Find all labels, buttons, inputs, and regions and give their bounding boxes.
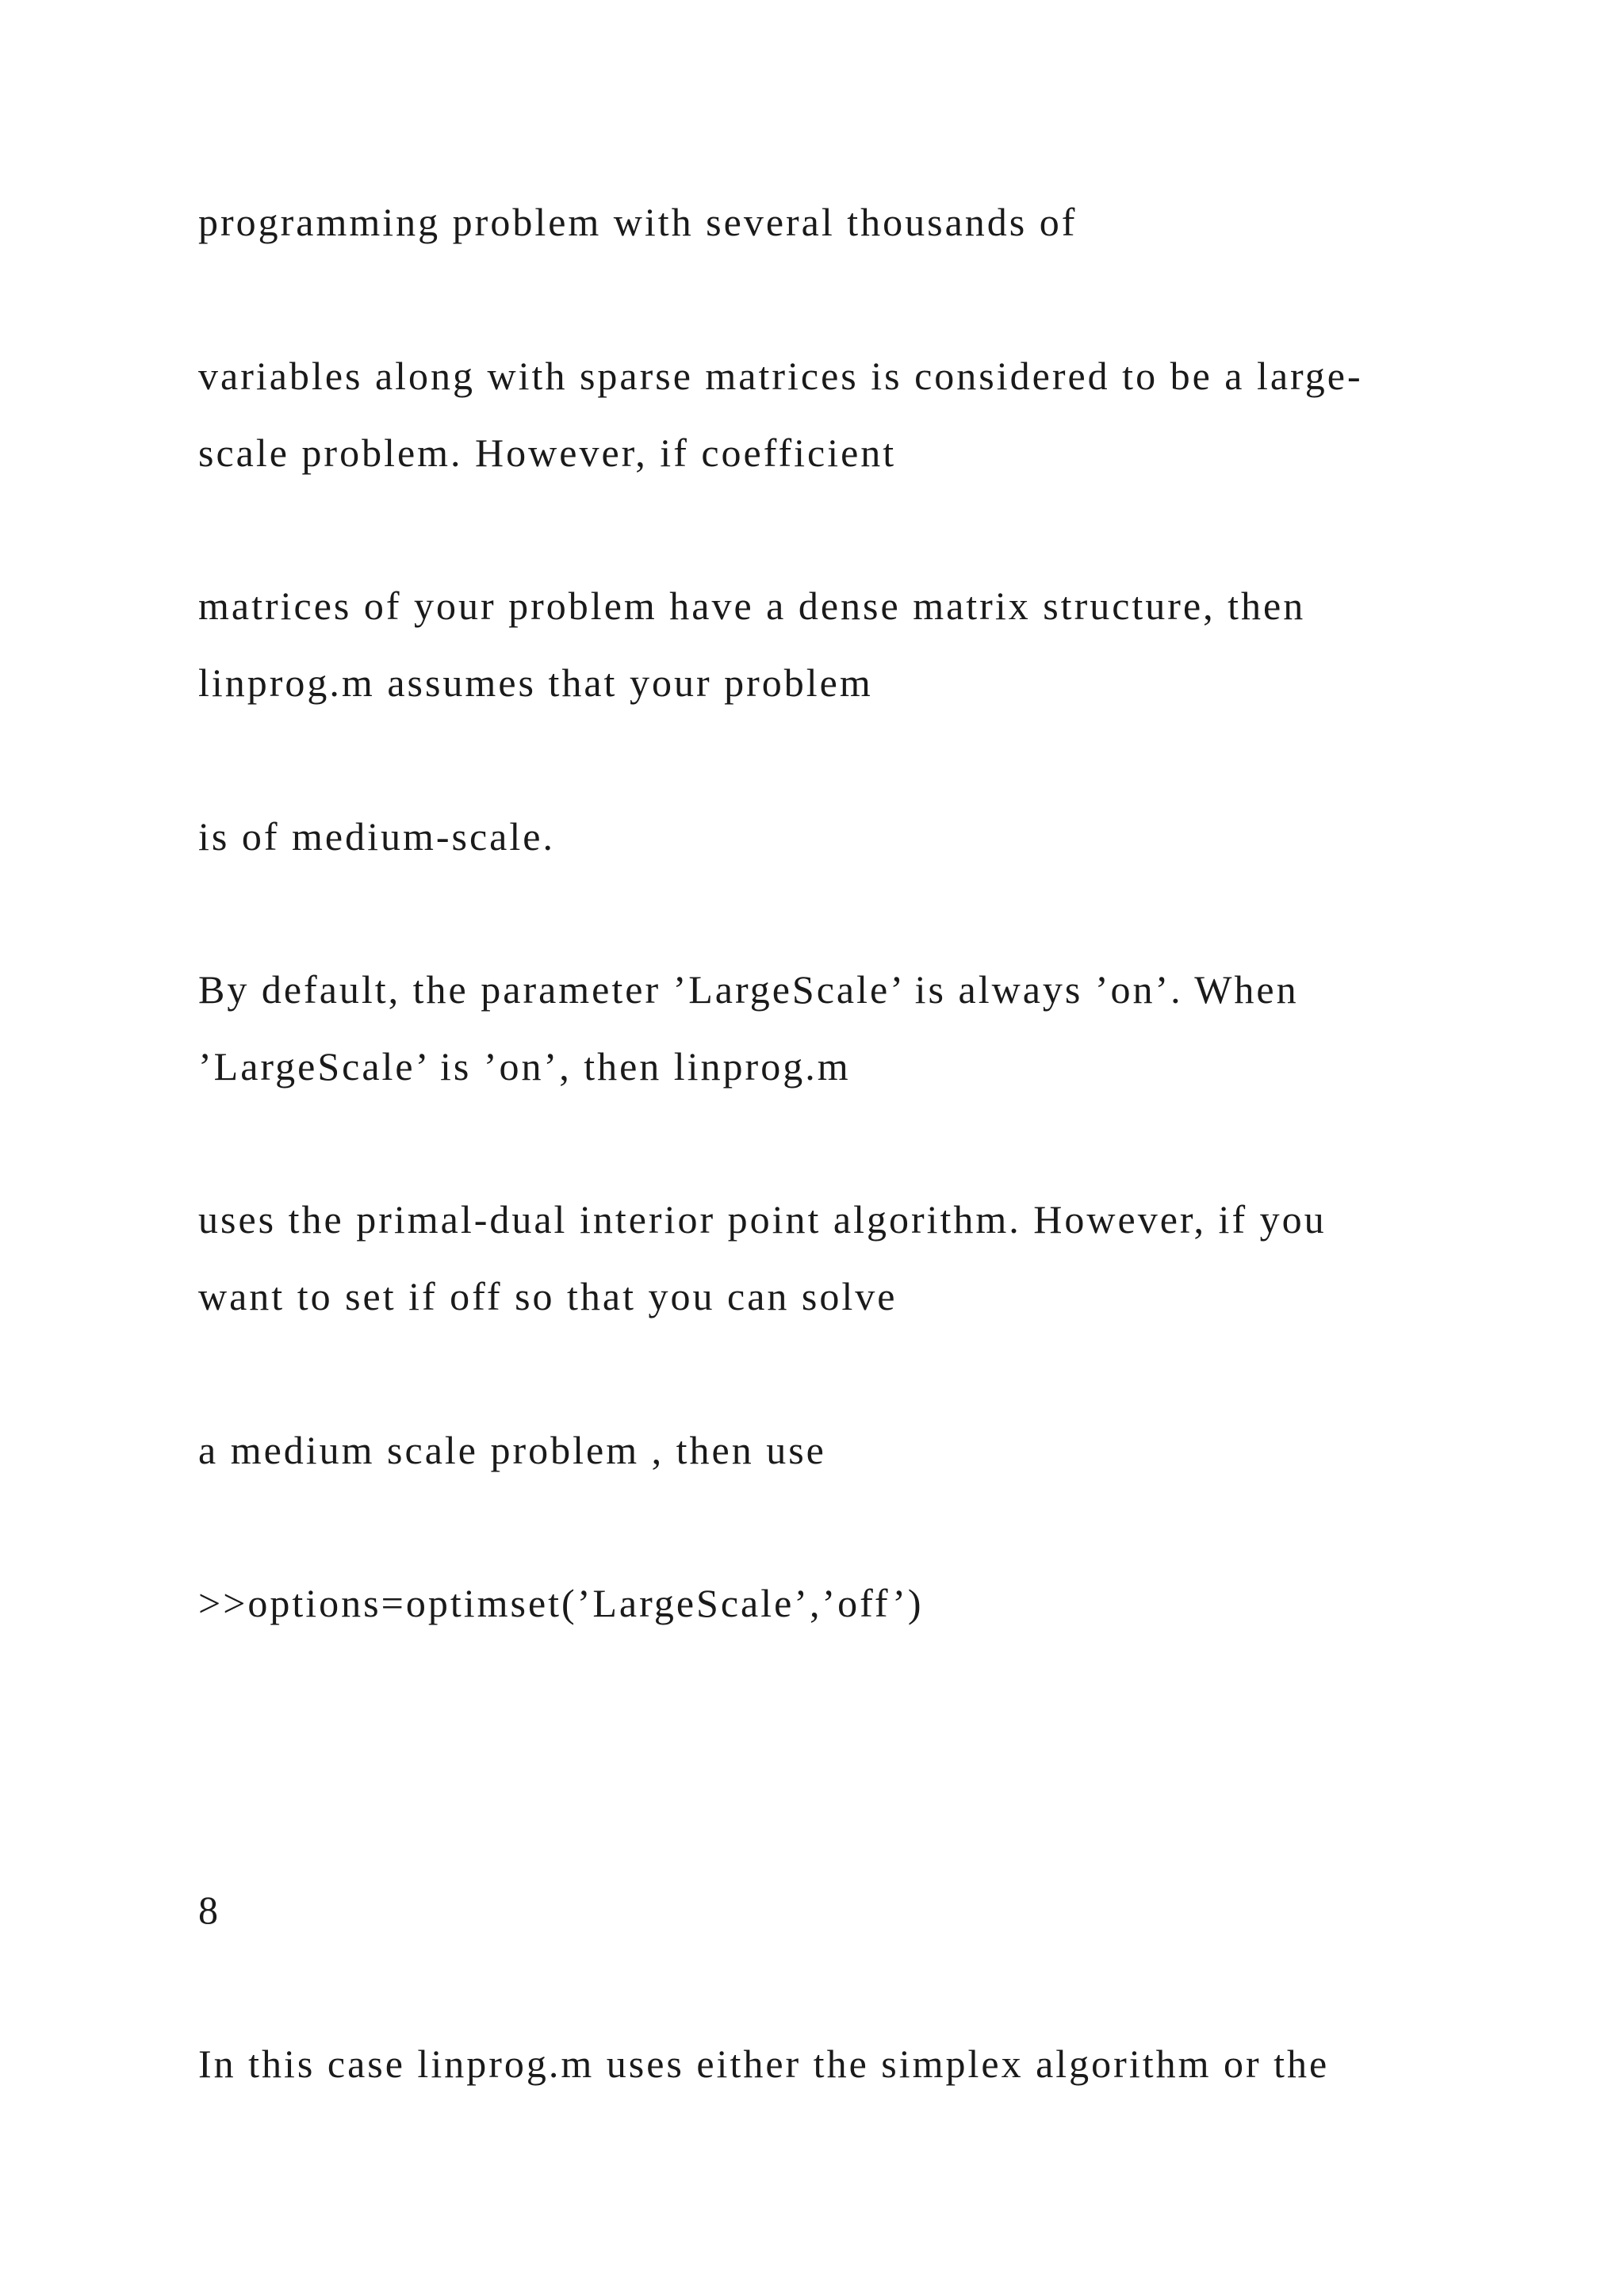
- text-line: programming problem with several thousands of: [198, 200, 1078, 244]
- text-line: is of medium-scale.: [198, 814, 555, 859]
- text-line: want to set if off so that you can solve: [198, 1274, 898, 1318]
- text-line: ’LargeScale’ is ’on’, then linprog.m: [198, 1044, 851, 1089]
- text-line: linprog.m assumes that your problem: [198, 660, 873, 705]
- text-line: By default, the parameter ’LargeScale’ is always ’on’. When: [198, 967, 1299, 1012]
- text-line: matrices of your problem have a dense matrix structure, then: [198, 584, 1306, 628]
- page-number: 8: [198, 1888, 220, 1932]
- text-line: uses the primal-dual interior point algorithm. However, if you: [198, 1197, 1327, 1242]
- text-line: variables along with sparse matrices is considered to be a large-: [198, 354, 1363, 398]
- text-line: a medium scale problem , then use: [198, 1428, 826, 1472]
- text-line: In this case linprog.m uses either the simplex algorithm or the: [198, 2042, 1330, 2086]
- text-line: scale problem. However, if coefficient: [198, 430, 897, 475]
- code-line: >>options=optimset(’LargeScale’,’off’): [198, 1581, 924, 1625]
